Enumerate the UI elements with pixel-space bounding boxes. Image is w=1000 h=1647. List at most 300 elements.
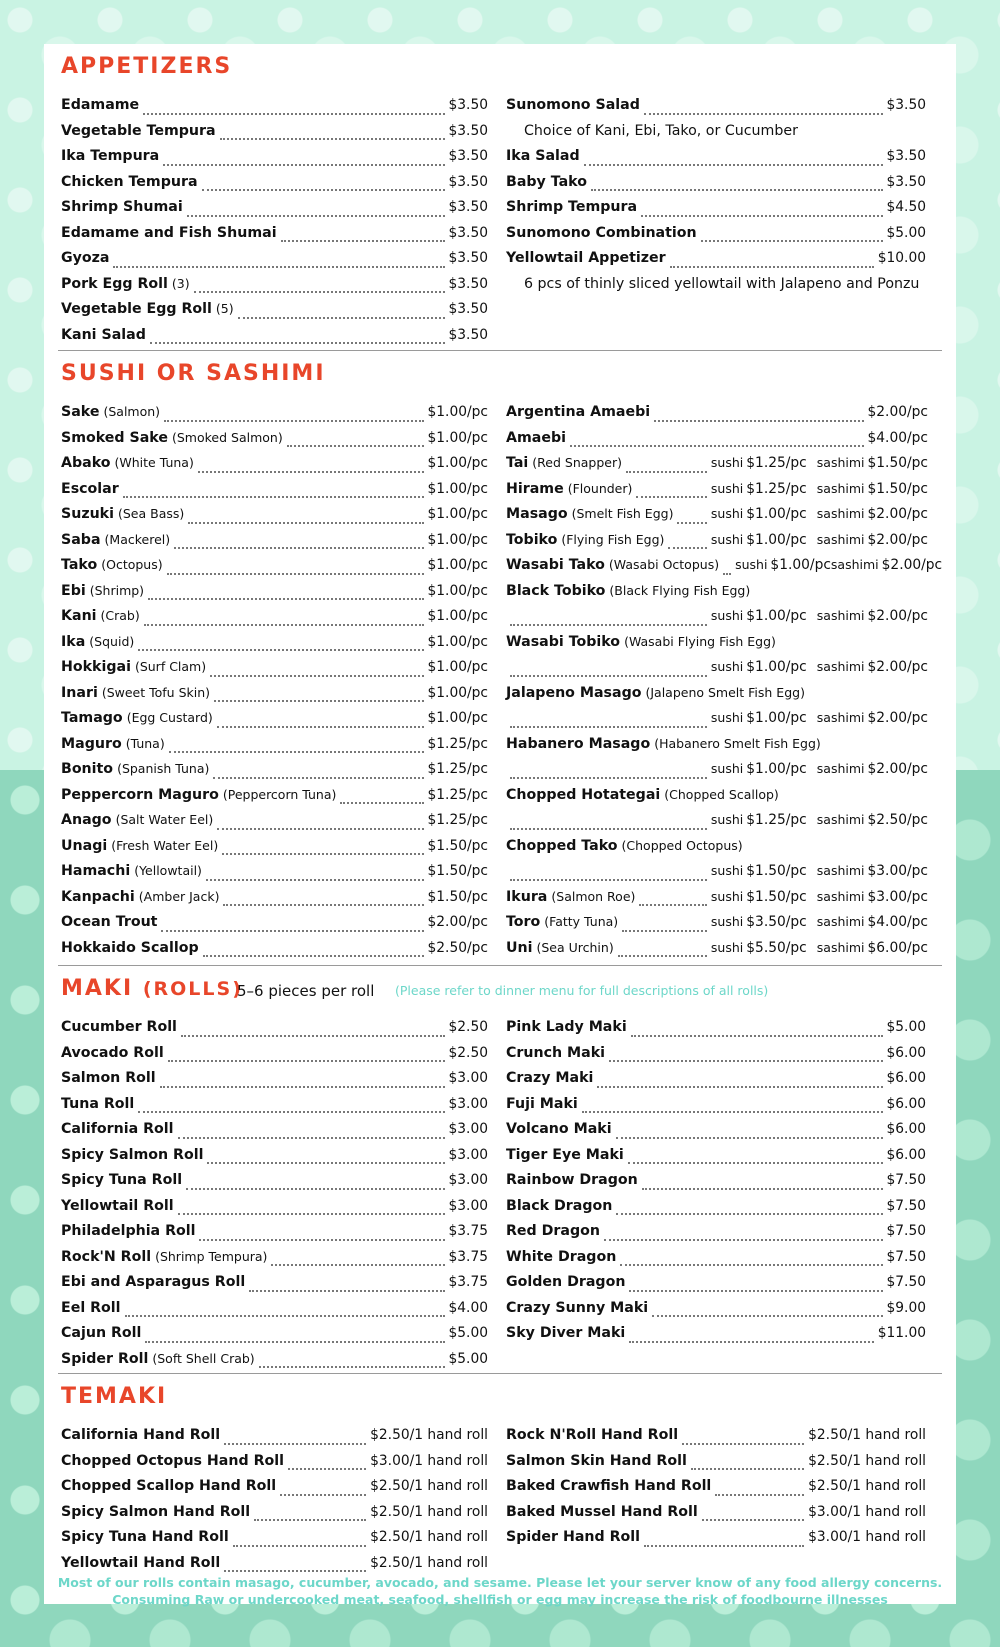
menu-item xyxy=(506,557,943,583)
item-detail: (Red Snapper) xyxy=(532,455,622,470)
sashimi-label: sashimi xyxy=(816,939,865,955)
menu-panel xyxy=(44,44,956,1607)
item-detail: (Peppercorn Tuna) xyxy=(222,786,337,802)
menu-item xyxy=(61,838,488,864)
sashimi-price: $6.00/pc xyxy=(867,939,928,956)
dot-leader xyxy=(206,879,424,881)
dot-leader xyxy=(620,1264,882,1266)
menu-item xyxy=(61,634,488,660)
item-detail: (Soft Shell Crab) xyxy=(152,1350,255,1366)
menu-item xyxy=(506,1427,926,1453)
dot-leader xyxy=(220,138,445,140)
item-price: $3.50 xyxy=(448,301,488,317)
item-name: Saba xyxy=(61,531,101,548)
sushi-section xyxy=(61,361,941,1001)
sushi-price: $1.00/pc xyxy=(746,710,807,726)
menu-item xyxy=(61,1019,488,1045)
footer-raw-warning: Consuming Raw or undercooked meat, seafood, shellfish or egg may increase the risk of foodbourne illnesses xyxy=(112,1592,888,1607)
item-price: $6.00 xyxy=(886,1044,926,1061)
item-price: $3.00 xyxy=(448,1121,488,1137)
dot-leader xyxy=(217,726,424,728)
item-name: Crunch Maki xyxy=(506,1044,606,1061)
dot-leader xyxy=(207,1162,444,1164)
dot-leader xyxy=(271,1264,444,1266)
menu-item xyxy=(506,481,928,507)
item-detail: (Sea Bass) xyxy=(117,506,185,521)
maki-title: MAKI xyxy=(61,976,134,1001)
dot-leader xyxy=(233,1545,366,1547)
item-price: $1.25/pc xyxy=(427,812,488,828)
item-price: $1.00/pc xyxy=(427,531,488,548)
dot-leader xyxy=(125,1315,445,1317)
item-price: $1.00/pc xyxy=(427,710,488,726)
dot-leader xyxy=(691,1468,804,1470)
dot-leader xyxy=(652,1315,882,1317)
item-name: Chopped Octopus Hand Roll xyxy=(61,1452,284,1469)
item-name: Shrimp Tempura xyxy=(506,199,638,215)
item-name: Masago xyxy=(506,506,568,522)
item-price: $1.00/pc xyxy=(427,480,488,497)
item-detail: (Fatty Tuna) xyxy=(544,914,619,929)
item-name: Chopped Scallop Hand Roll xyxy=(61,1478,277,1494)
item-name: Yellowtail Roll xyxy=(61,1197,174,1214)
dot-leader xyxy=(254,1519,366,1521)
sushi-label: sushi xyxy=(735,557,768,572)
dot-leader xyxy=(644,1545,804,1547)
sashimi-price: $3.00/pc xyxy=(867,863,928,879)
dot-leader xyxy=(723,573,731,575)
item-price: $3.50 xyxy=(448,224,488,241)
item-name: Ikura xyxy=(506,888,548,905)
menu-item xyxy=(61,97,488,123)
sashimi-label: sashimi xyxy=(816,506,865,521)
dot-leader xyxy=(597,1086,882,1088)
dot-leader xyxy=(167,573,424,575)
item-price: $3.00/1 hand roll xyxy=(808,1529,926,1545)
sushi-label: sushi xyxy=(710,480,744,496)
item-name: Baked Crawfish Hand Roll xyxy=(506,1478,712,1494)
item-name: Volcano Maki xyxy=(506,1121,612,1137)
item-detail: (Spanish Tuna) xyxy=(117,761,210,776)
menu-item xyxy=(506,1019,926,1045)
item-price: $1.00/pc xyxy=(427,429,488,446)
item-name: Golden Dragon xyxy=(506,1274,626,1290)
item-price: $10.00 xyxy=(877,250,926,266)
menu-item xyxy=(61,889,488,915)
dot-leader xyxy=(570,445,864,447)
menu-item xyxy=(506,225,926,251)
sashimi-price: $2.00/pc xyxy=(867,659,928,675)
menu-item xyxy=(61,199,488,225)
item-name: Vegetable Tempura xyxy=(61,122,216,139)
item-detail: (Mackerel) xyxy=(104,531,171,547)
menu-item xyxy=(61,1478,488,1504)
item-price: $3.50 xyxy=(448,122,488,139)
item-name: Salmon Roll xyxy=(61,1070,156,1086)
menu-item xyxy=(61,1300,488,1326)
item-name: Kani Salad xyxy=(61,326,146,343)
item-name: Hamachi xyxy=(61,863,131,879)
menu-item xyxy=(61,481,488,507)
item-price: $5.00 xyxy=(448,1350,488,1367)
dot-leader xyxy=(654,420,863,422)
menu-item xyxy=(61,532,488,558)
dot-leader xyxy=(584,164,883,166)
item-price: $3.00 xyxy=(448,1146,488,1163)
menu-item xyxy=(506,1300,926,1326)
item-price: $7.50 xyxy=(886,1172,926,1188)
item-name: Abako xyxy=(61,455,111,471)
menu-item xyxy=(61,583,488,609)
menu-item xyxy=(506,532,928,558)
dot-leader xyxy=(186,1188,444,1190)
item-name: Tai xyxy=(506,455,529,471)
dot-leader xyxy=(618,955,707,957)
item-name: Kani xyxy=(61,608,97,624)
appetizers-section xyxy=(61,54,941,343)
item-name: Tiger Eye Maki xyxy=(506,1146,624,1163)
item-detail: (Chopped Scallop) xyxy=(664,786,779,802)
item-price: $3.50 xyxy=(448,173,488,190)
maki-subtitle: 5–6 pieces per roll xyxy=(237,982,375,1000)
sushi-label: sushi xyxy=(710,863,744,878)
menu-item xyxy=(506,506,928,532)
sashimi-price: $1.50/pc xyxy=(867,480,928,497)
item-price: $1.50/pc xyxy=(427,863,488,879)
dot-leader xyxy=(160,1086,445,1088)
dot-leader xyxy=(636,496,707,498)
item-name: Smoked Sake xyxy=(61,429,168,446)
section-title: TEMAKI xyxy=(61,1384,168,1409)
appetizers-left-column xyxy=(61,97,488,352)
item-price: $3.50 xyxy=(886,148,926,164)
menu-item xyxy=(61,914,488,940)
sushi-label: sushi xyxy=(710,455,744,470)
maki-left-column xyxy=(61,1019,488,1376)
menu-item xyxy=(61,1045,488,1071)
sashimi-label: sashimi xyxy=(816,659,865,674)
sashimi-price: $1.50/pc xyxy=(867,455,928,471)
dot-leader xyxy=(188,522,423,524)
item-name: Hokkigai xyxy=(61,659,131,675)
item-name: Argentina Amaebi xyxy=(506,404,651,420)
item-price: $3.00/1 hand roll xyxy=(370,1452,488,1469)
sushi-label: sushi xyxy=(710,531,744,547)
sashimi-price: $2.00/pc xyxy=(867,761,928,777)
item-price: $3.00 xyxy=(448,1197,488,1214)
menu-item xyxy=(506,889,928,915)
menu-item xyxy=(61,404,488,430)
temaki-left-column xyxy=(61,1427,488,1580)
menu-item xyxy=(61,659,488,685)
item-name: Hokkaido Scallop xyxy=(61,939,199,956)
menu-item xyxy=(506,1172,926,1198)
sashimi-price: $2.50/pc xyxy=(867,812,928,828)
dot-leader xyxy=(510,726,707,728)
item-name: Cajun Roll xyxy=(61,1325,142,1341)
sushi-label: sushi xyxy=(710,812,744,827)
item-price: $3.75 xyxy=(448,1248,488,1265)
menu-item xyxy=(61,1070,488,1096)
item-detail: (Flounder) xyxy=(567,480,633,496)
item-detail: (Sea Urchin) xyxy=(536,939,614,955)
item-price: $7.50 xyxy=(886,1248,926,1265)
menu-item xyxy=(506,787,928,813)
menu-item xyxy=(61,148,488,174)
sashimi-label: sashimi xyxy=(816,914,865,929)
dot-leader xyxy=(609,1060,882,1062)
menu-item xyxy=(506,404,928,430)
menu-item xyxy=(506,1198,926,1224)
item-name: Bonito xyxy=(61,761,114,777)
menu-item xyxy=(61,123,488,149)
menu-item xyxy=(61,1147,488,1173)
menu-item xyxy=(506,1045,926,1071)
menu-item xyxy=(61,1096,488,1122)
sashimi-label: sashimi xyxy=(816,710,865,725)
appetizers-right-column xyxy=(506,97,926,301)
dot-leader xyxy=(701,240,883,242)
item-price: $2.50/1 hand roll xyxy=(370,1478,488,1494)
dot-leader xyxy=(510,828,707,830)
dot-leader xyxy=(281,240,445,242)
item-name: Yellowtail Hand Roll xyxy=(61,1554,221,1571)
item-detail: (3) xyxy=(171,275,190,291)
dot-leader xyxy=(138,1111,444,1113)
section-title: APPETIZERS xyxy=(61,54,233,79)
dot-leader xyxy=(138,649,423,651)
dot-leader xyxy=(223,904,423,906)
menu-item xyxy=(506,736,928,762)
section-title xyxy=(61,976,243,1001)
menu-item xyxy=(506,608,928,634)
menu-item xyxy=(506,1453,926,1479)
sashimi-price: $4.00/pc xyxy=(867,914,928,930)
sushi-label: sushi xyxy=(710,506,744,521)
menu-item xyxy=(61,787,488,813)
dot-leader xyxy=(616,1137,883,1139)
item-name: Toro xyxy=(506,914,541,930)
maki-note: (Please refer to dinner menu for full descriptions of all rolls) xyxy=(395,983,769,998)
item-price: $3.00 xyxy=(448,1095,488,1112)
item-price: $1.25/pc xyxy=(427,735,488,752)
item-name: Gyoza xyxy=(61,250,110,266)
item-detail: (Surf Clam) xyxy=(134,659,207,674)
menu-item xyxy=(506,1529,926,1555)
menu-item xyxy=(61,327,488,353)
dot-leader xyxy=(631,1035,883,1037)
item-price: $3.50 xyxy=(448,199,488,215)
dot-leader xyxy=(224,1443,366,1445)
dot-leader xyxy=(222,853,423,855)
item-name: Inari xyxy=(61,684,98,701)
item-detail: (Squid) xyxy=(89,633,135,649)
item-price: $7.50 xyxy=(886,1223,926,1239)
dot-leader xyxy=(622,930,707,932)
sashimi-label: sashimi xyxy=(816,531,865,547)
item-name: California Roll xyxy=(61,1121,174,1137)
dot-leader xyxy=(582,1111,883,1113)
item-price: $11.00 xyxy=(877,1325,926,1341)
item-price: $2.50/1 hand roll xyxy=(370,1554,488,1571)
menu-item xyxy=(506,430,928,456)
menu-item xyxy=(61,863,488,889)
item-name: Eel Roll xyxy=(61,1299,121,1316)
dot-leader xyxy=(181,1035,445,1037)
sushi-price: $1.25/pc xyxy=(746,455,807,471)
item-name: Uni xyxy=(506,939,533,956)
sushi-price: $1.50/pc xyxy=(746,863,807,879)
sushi-left-column xyxy=(61,404,488,965)
item-detail: (Salt Water Eel) xyxy=(115,812,214,827)
item-name: Edamame xyxy=(61,97,140,113)
section-title: SUSHI OR SASHIMI xyxy=(61,361,326,386)
dot-leader xyxy=(668,547,707,549)
menu-item xyxy=(506,199,926,225)
menu-item xyxy=(506,455,928,481)
sushi-right-column xyxy=(506,404,943,965)
dot-leader xyxy=(288,1468,366,1470)
maki-title-paren: (ROLLS) xyxy=(142,978,243,1000)
menu-item xyxy=(61,761,488,787)
sushi-price: $1.50/pc xyxy=(746,888,807,905)
menu-item xyxy=(61,812,488,838)
item-name: Kanpachi xyxy=(61,888,135,905)
item-name: Black Tobiko xyxy=(506,582,606,599)
item-detail: (Fresh Water Eel) xyxy=(111,837,219,853)
menu-item xyxy=(61,430,488,456)
item-name: Crazy Sunny Maki xyxy=(506,1299,649,1316)
item-price: $7.50 xyxy=(886,1274,926,1290)
menu-item xyxy=(61,1427,488,1453)
menu-item xyxy=(61,736,488,762)
menu-item xyxy=(506,812,928,838)
sashimi-label: sashimi xyxy=(816,455,865,470)
menu-item xyxy=(506,940,928,966)
menu-item xyxy=(506,863,928,889)
dot-leader xyxy=(214,700,423,702)
menu-item xyxy=(61,225,488,251)
dot-leader xyxy=(164,420,423,422)
item-price: $6.00 xyxy=(886,1121,926,1137)
item-name: Salmon Skin Hand Roll xyxy=(506,1452,687,1469)
menu-item xyxy=(506,1121,926,1147)
dot-leader xyxy=(249,1290,444,1292)
item-detail: (Salmon) xyxy=(103,404,161,419)
item-price: $3.50 xyxy=(886,173,926,190)
item-detail: (Smelt Fish Egg) xyxy=(571,506,674,521)
sushi-price: $3.50/pc xyxy=(746,914,807,930)
item-price: $5.00 xyxy=(886,224,926,241)
dot-leader xyxy=(217,828,423,830)
menu-item xyxy=(61,1249,488,1275)
item-name: Spicy Tuna Roll xyxy=(61,1172,183,1188)
item-name: Wasabi Tako xyxy=(506,557,605,573)
item-price: $1.00/pc xyxy=(427,659,488,675)
item-name: Spicy Salmon Hand Roll xyxy=(61,1503,251,1520)
divider xyxy=(58,350,942,351)
sashimi-price: $2.00/pc xyxy=(867,531,928,548)
dot-leader xyxy=(626,471,707,473)
item-price: $1.50/pc xyxy=(427,837,488,854)
menu-item xyxy=(61,940,488,966)
item-detail: (Smoked Salmon) xyxy=(172,429,283,445)
item-price: $2.50/1 hand roll xyxy=(370,1529,488,1545)
item-name: Ebi xyxy=(61,582,86,599)
item-name: Hirame xyxy=(506,480,564,497)
item-price: $2.50 xyxy=(448,1019,488,1035)
menu-item xyxy=(506,250,926,276)
item-price: $6.00 xyxy=(886,1146,926,1163)
item-name: Avocado Roll xyxy=(61,1044,164,1061)
dot-leader xyxy=(340,802,423,804)
sashimi-label: sashimi xyxy=(816,608,865,623)
item-name: Tako xyxy=(61,557,98,573)
item-name: Spider Roll xyxy=(61,1350,149,1367)
item-detail: (Egg Custard) xyxy=(126,710,213,725)
dot-leader xyxy=(203,955,424,957)
item-price: $3.00 xyxy=(448,1070,488,1086)
item-price: $1.00/pc xyxy=(427,506,488,522)
menu-item xyxy=(506,1325,926,1351)
item-price: $7.50 xyxy=(886,1197,926,1214)
item-price: $5.00 xyxy=(448,1325,488,1341)
sushi-label: sushi xyxy=(710,914,744,929)
item-name: Shrimp Shumai xyxy=(61,199,183,215)
menu-item xyxy=(61,1274,488,1300)
menu-item xyxy=(506,1504,926,1530)
dot-leader xyxy=(143,113,444,115)
item-price: $3.50 xyxy=(448,250,488,266)
item-detail: (Yellowtail) xyxy=(134,863,202,878)
item-name: Rock'N Roll xyxy=(61,1248,152,1265)
dot-leader xyxy=(194,291,445,293)
dot-leader xyxy=(682,1443,804,1445)
item-price: $4.50 xyxy=(886,199,926,215)
sushi-price: $1.25/pc xyxy=(746,480,807,497)
dot-leader xyxy=(213,777,423,779)
item-price: $5.00 xyxy=(886,1019,926,1035)
dot-leader xyxy=(604,1239,883,1241)
menu-item-description: Choice of Kani, Ebi, Tako, or Cucumber xyxy=(524,122,798,139)
menu-item xyxy=(61,1223,488,1249)
item-name: Sake xyxy=(61,404,100,420)
divider xyxy=(58,1373,942,1374)
dot-leader xyxy=(178,1137,445,1139)
menu-item xyxy=(506,1274,926,1300)
dot-leader xyxy=(628,1162,883,1164)
item-name: Ocean Trout xyxy=(61,914,158,930)
dot-leader xyxy=(510,675,707,677)
sashimi-price: $2.00/pc xyxy=(881,557,943,573)
item-detail: (Shrimp Tempura) xyxy=(155,1248,268,1264)
item-detail: (Tuna) xyxy=(125,735,165,751)
dot-leader xyxy=(591,189,883,191)
menu-item xyxy=(61,608,488,634)
menu-item xyxy=(506,838,928,864)
menu-item xyxy=(506,583,928,609)
dot-leader xyxy=(510,777,707,779)
sushi-price: $5.50/pc xyxy=(746,939,807,956)
dot-leader xyxy=(145,1341,444,1343)
menu-item xyxy=(61,174,488,200)
item-name: Chicken Tempura xyxy=(61,173,198,190)
temaki-right-column xyxy=(506,1427,926,1555)
item-price: $9.00 xyxy=(886,1299,926,1316)
item-name: Anago xyxy=(61,812,112,828)
sushi-label: sushi xyxy=(710,939,744,955)
dot-leader xyxy=(168,1060,445,1062)
